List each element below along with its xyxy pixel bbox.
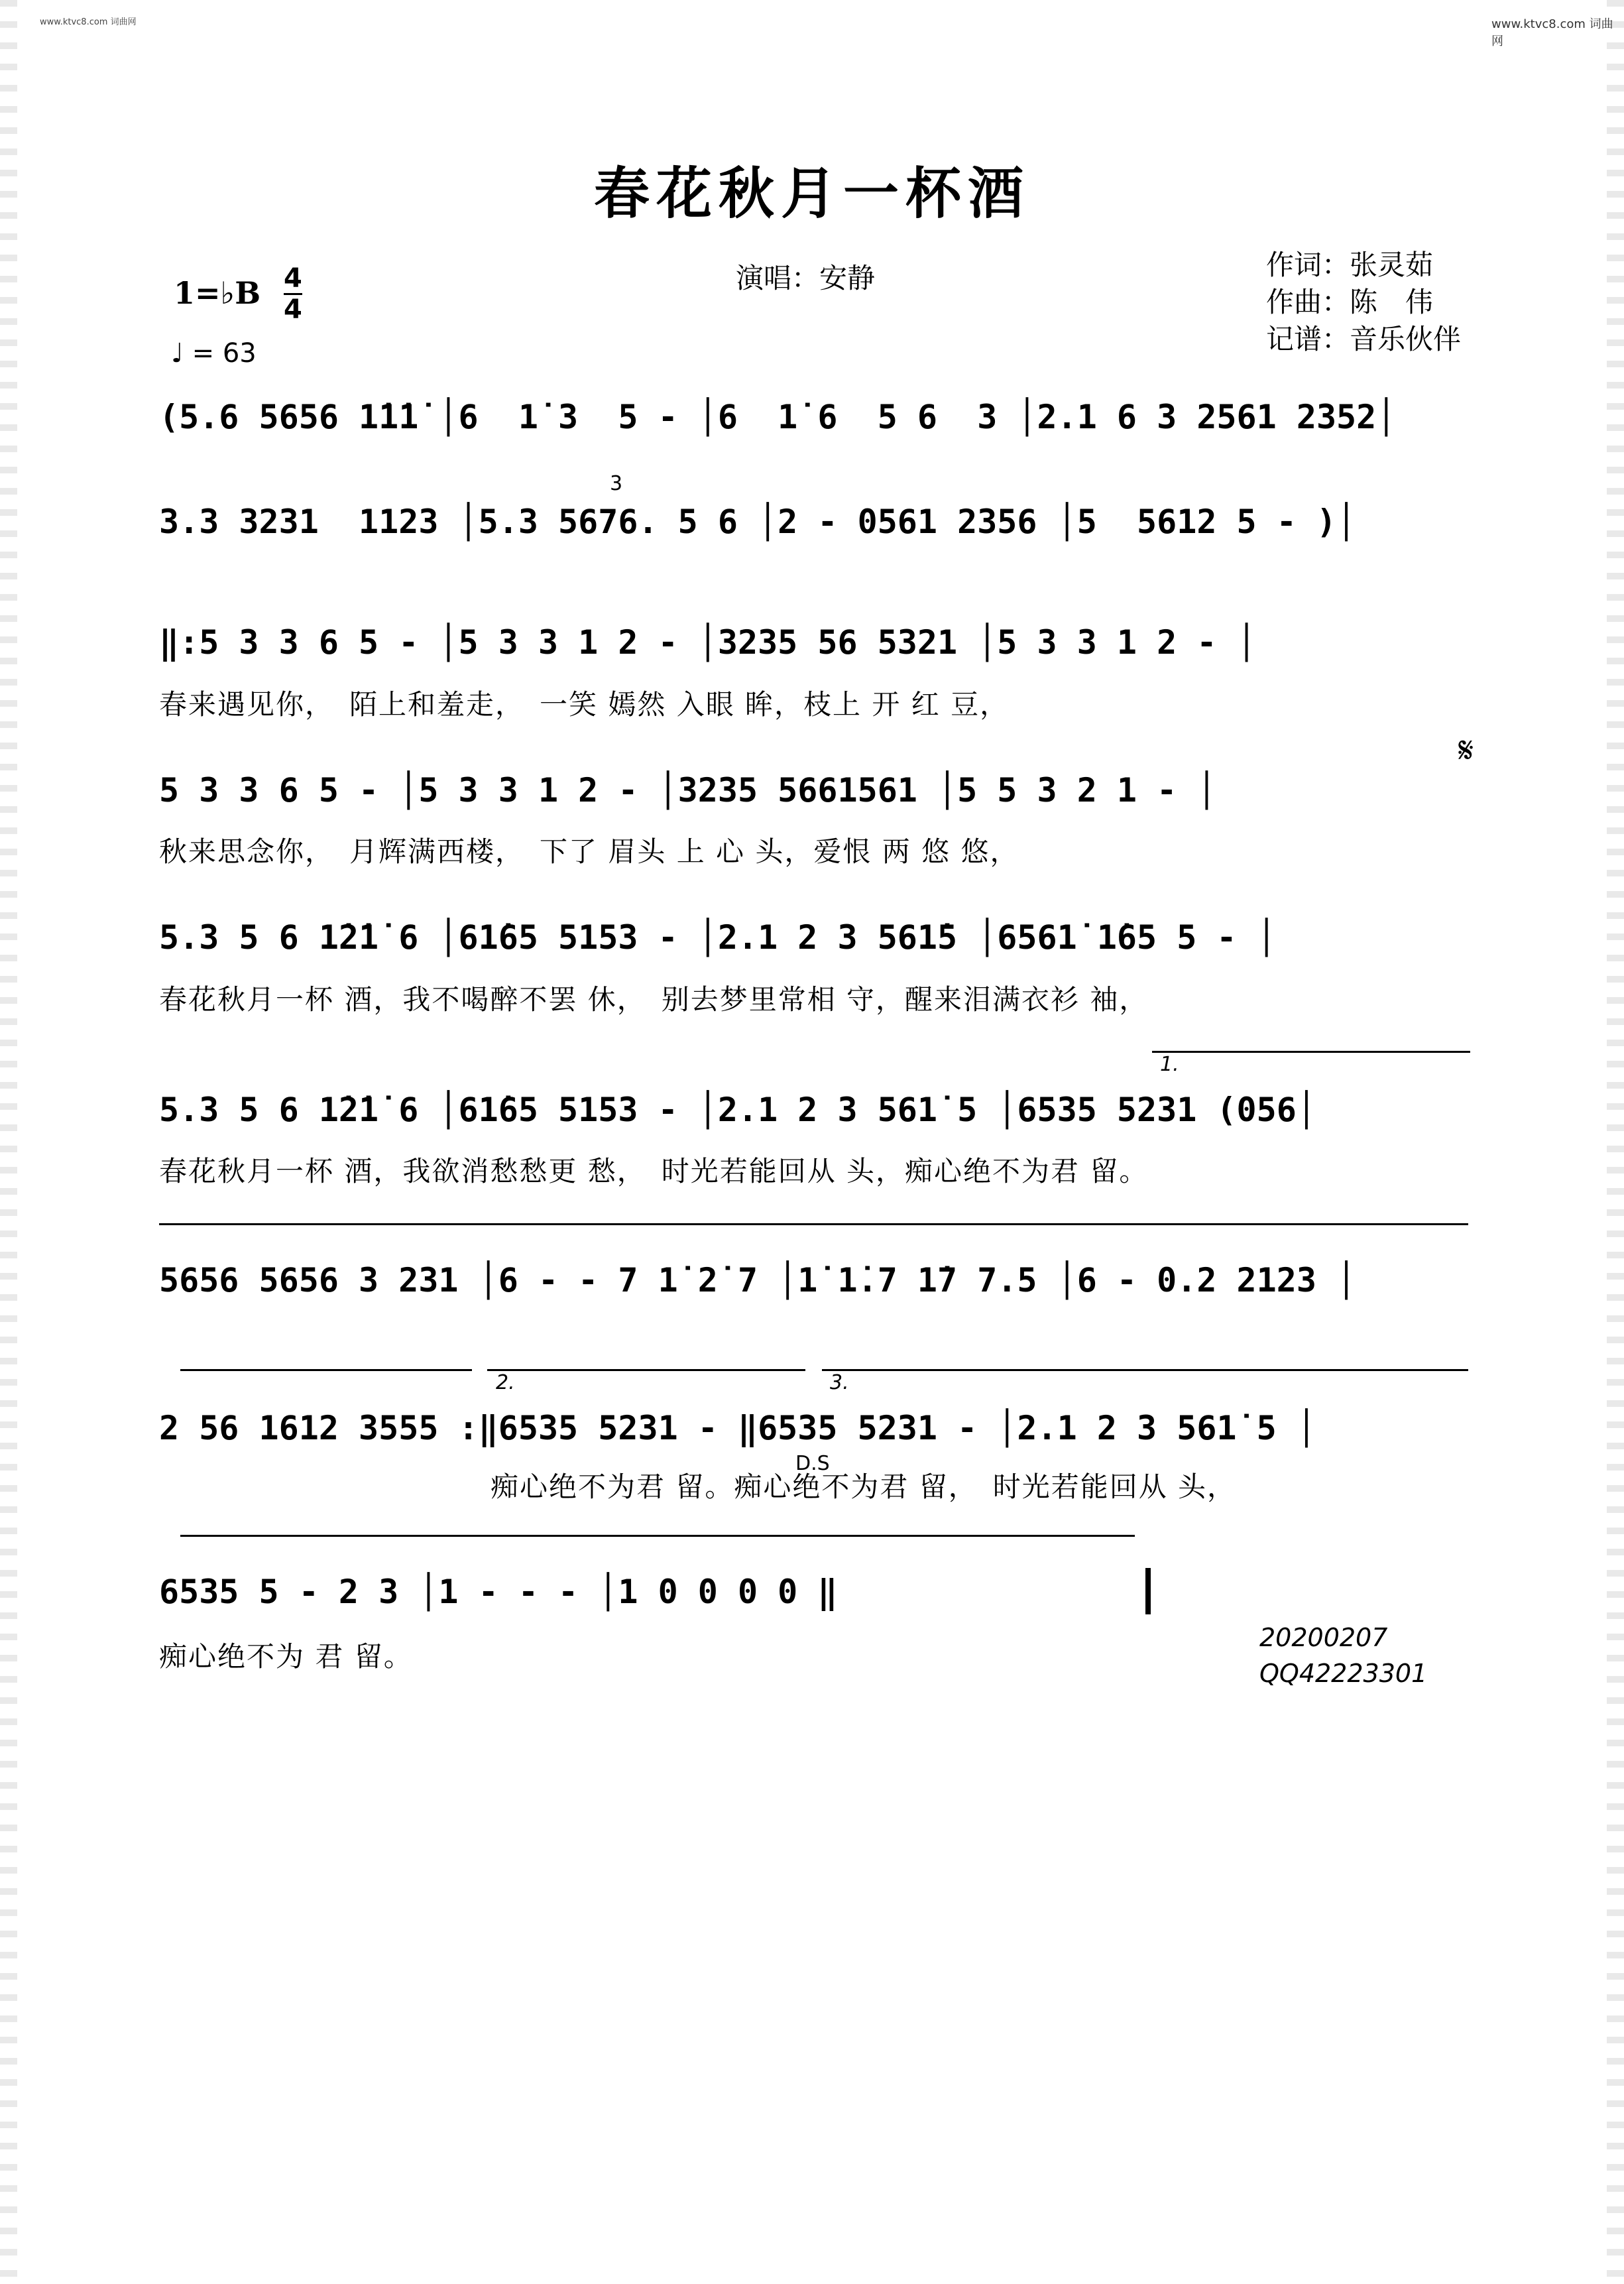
site-logo: www.ktvc8.com 词曲网 [1491,17,1613,48]
lyric-row-6: 痴心绝不为 君 留。 [159,1640,413,1673]
lyric-row-4: 春花秋月一杯 酒，我欲消愁愁更 愁， 时光若能回从 头，痴心绝不为君 留。 [159,1155,1149,1187]
tempo-marking: ♩ = 63 [171,338,257,369]
lyric-row-5: 痴心绝不为君 留。痴心绝不为君 留， 时光若能回从 头， [491,1471,1237,1503]
segno-sign: 𝄋 [1458,729,1474,771]
volta-2-bracket-pre [180,1369,472,1371]
volta-2-label: 2. [496,1371,515,1394]
volta-3-bracket [822,1369,1468,1371]
lyric-row-1: 春来遇见你， 陌上和羞走， 一笑 嫣然 入眼 眸，枝上 开 红 豆， [159,688,1010,721]
right-edge-watermark [1607,0,1624,2284]
score-row-4: 5 3 3 6 5 - │5 3 3 1 2 - │3235 5661561 │5 5 3 2 1 - │ [159,771,1217,810]
section-divider [159,1223,1468,1225]
score-row-6: 5.3 5 6 1̇2̇1̇ 6 │61̇65 5153 - │2.1 2 3 561̇ 5 │6535 5231 (056│ [159,1091,1316,1129]
time-sig-top: 4 [284,263,302,294]
qq-stamp: QQ42223301 [1259,1659,1428,1688]
volta-1-label: 1. [1160,1053,1179,1076]
volta-final-bracket [180,1535,1135,1537]
date-stamp: 20200207 [1259,1623,1388,1652]
score-row-9: 6535 5 - 2 3 │1 - - - │1 0 0 0 0 ‖ [159,1573,838,1611]
transcriber-credit: 记谱：音乐伙伴 [1266,323,1462,355]
lyric-row-2: 秋来思念你， 月辉满西楼， 下了 眉头 上 心 头，爱恨 两 悠 悠， [159,835,1019,868]
volta-3-label: 3. [830,1371,849,1394]
song-title: 春花秋月一杯酒 [593,161,1030,226]
score-row-5: 5.3 5 6 1̇2̇1̇ 6 │61̇65 5153 - │2.1 2 3 561̇5 │6561̇ 1̇65 5 - │ [159,918,1277,957]
composer-credit: 作曲：陈 伟 [1266,286,1434,318]
ds-marking: D.S [795,1452,830,1475]
score-row-1: (5.6 5656 1̇1̇1̇ │6 1̇ 3 5 - │6 1̇ 6 5 6 3 │2.1 6 3 2561 2352│ [159,398,1397,436]
corner-watermark-left: www.ktvc8.com 词曲网 [40,17,137,27]
lyricist-credit: 作词：张灵茹 [1266,249,1434,281]
volta-1-bracket [1152,1051,1470,1053]
key-signature: 1=♭B [174,275,261,311]
score-row-7: 5656 5656 3 231 │6 - - 7 1̇ 2̇ 7 │1̇ 1̇.7 1̇7 7.5 │6 - 0.2 2123 │ [159,1261,1357,1299]
lyric-row-3: 春花秋月一杯 酒，我不喝醉不罢 休， 别去梦里常相 守，醒来泪满衣衫 袖， [159,983,1149,1016]
score-row-2: 3.3 3231 1123 │5.3 5676. 5 6 │2 - 0561 2356 │5 5612 5 - )│ [159,503,1357,541]
singer-credit: 演唱：安静 [736,262,876,294]
triplet-mark: 3 [610,472,623,495]
time-sig-bottom: 4 [284,294,302,325]
final-barline [1145,1568,1151,1614]
volta-2-bracket [487,1369,805,1371]
score-row-8: 2 56 1612 3555 :‖6535 5231 - ‖6535 5231 - │2.1 2 3 561̇ 5 │ [159,1409,1316,1447]
time-signature [284,264,302,324]
score-row-3: ‖:5 3 3 6 5 - │5 3 3 1 2 - │3235 56 5321 │5 3 3 1 2 - │ [159,623,1257,662]
left-edge-watermark [0,0,17,2284]
